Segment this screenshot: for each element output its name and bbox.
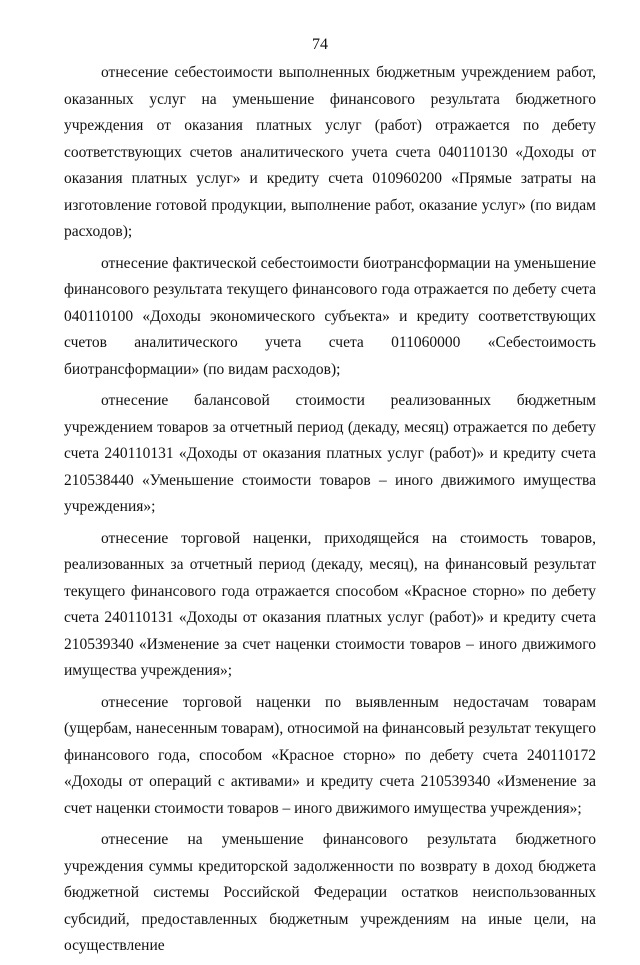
paragraph-4: отнесение торговой наценки, приходящейся на стоимость товаров, реализованных за отчетный период (декаду, месяц), на финансовый результат текущего финансового года отражается способом «Красное сторно» по дебету счета 240110131 «Доходы от оказания платных услуг (работ)» и кредиту счета 210539340 «Изменение за счет наценки стоимости товаров – иного движимого имущества учреждения»; [64,529,596,679]
paragraph-5: отнесение торговой наценки по выявленным недостачам товарам (ущербам, нанесенным товарам), относимой на финансовый результат текущего финансового года, способом «Красное сторно» по дебету счета 240110172 «Доходы от операций с активами» и кредиту счета 210539340 «Изменение за счет наценки стоимости товаров – иного движимого имущества учреждения»; [64,693,596,817]
document-body [64,60,596,965]
paragraph-2: отнесение фактической себестоимости биотрансформации на уменьшение финансового результата текущего финансового года отражается по дебету счета 040110100 «Доходы экономического субъекта» и кредиту соответствующих счетов аналитического учета счета 011060000 «Себестоимость биотрансформации» (по видам расходов); [64,254,596,378]
page-number: 74 [312,36,328,53]
paragraph-1: отнесение себестоимости выполненных бюджетным учреждением работ, оказанных услуг на уменьшение финансового результата бюджетного учреждения от оказания платных услуг (работ) отражается по дебету соответствующих счетов аналитического учета счета 040110130 «Доходы от оказания платных услуг» и кредиту счета 010960200 «Прямые затраты на изготовление готовой продукции, выполнение работ, оказание услуг» (по видам расходов); [64,64,596,240]
paragraph-3: отнесение балансовой стоимости реализованных бюджетным учреждением товаров за отчетный период (декаду, месяц) отражается по дебету счета 240110131 «Доходы от оказания платных услуг (работ)» и кредиту счета 210538440 «Уменьшение стоимости товаров – иного движимого имущества учреждения»; [64,392,596,515]
paragraph-6: отнесение на уменьшение финансового результата бюджетного учреждения суммы кредиторской задолженности по возврату в доход бюджета бюджетной системы Российской Федерации остатков неиспользованных субсидий, предоставленных бюджетным учреждениям на иные цели, на осуществление [64,831,596,954]
